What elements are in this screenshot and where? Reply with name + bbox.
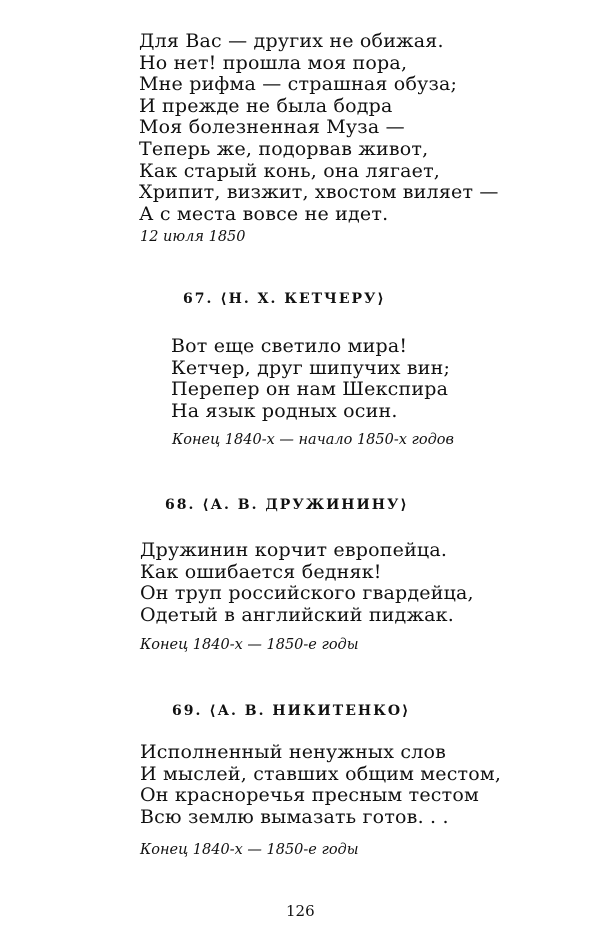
poem-date: Конец 1840-х — 1850-е годы	[140, 637, 359, 653]
verse-line: Исполненный ненужных слов	[140, 741, 447, 763]
verse-line: Для Вас — других не обижая.	[139, 30, 444, 52]
poem-68	[140, 540, 474, 626]
verse-line: Дружинин корчит европейца.	[140, 539, 448, 561]
poem-continuation	[139, 31, 499, 225]
verse-line: Хрипит, визжит, хвостом виляет —	[139, 181, 499, 204]
verse-line: Одетый в английский пиджак.	[140, 603, 454, 626]
poem-heading-68: 68. ⟨А. В. ДРУЖИНИНУ⟩	[165, 497, 409, 513]
verse-line: Он труп российского гвардейца,	[140, 582, 474, 605]
verse-line: Кетчер, друг шипучих вин;	[171, 356, 451, 379]
verse-line: И мыслей, ставших общим местом,	[140, 762, 502, 785]
page-number: 126	[286, 902, 315, 920]
verse-line: На язык родных осин.	[171, 399, 398, 422]
verse-line: И прежде не была бодра	[139, 94, 393, 117]
verse-line: Моя болезненная Муза —	[139, 116, 405, 139]
verse-line: Как старый конь, она лягает,	[139, 159, 441, 182]
verse-line: Теперь же, подорвав живот,	[139, 137, 429, 160]
poem-date: 12 июля 1850	[140, 229, 246, 245]
verse-line: Всю землю вымазать готов. . .	[140, 805, 449, 828]
verse-line: Как ошибается бедняк!	[140, 560, 382, 583]
poem-heading-69: 69. ⟨А. В. НИКИТЕНКО⟩	[172, 703, 411, 719]
poem-date: Конец 1840-х — начало 1850-х годов	[172, 432, 454, 448]
verse-line: А с места вовсе не идет.	[139, 202, 389, 225]
verse-line: Перепер он нам Шекспира	[171, 378, 449, 401]
poem-date: Конец 1840-х — 1850-е годы	[140, 842, 359, 858]
poem-67	[171, 336, 450, 422]
verse-line: Но нет! прошла моя пора,	[139, 51, 408, 74]
verse-line: Вот еще светило мира!	[171, 335, 408, 357]
verse-line: Он красноречья пресным тестом	[140, 784, 479, 807]
poem-heading-67: 67. ⟨Н. Х. КЕТЧЕРУ⟩	[183, 291, 386, 307]
poem-69	[140, 742, 501, 828]
verse-line: Мне рифма — страшная обуза;	[139, 73, 458, 96]
